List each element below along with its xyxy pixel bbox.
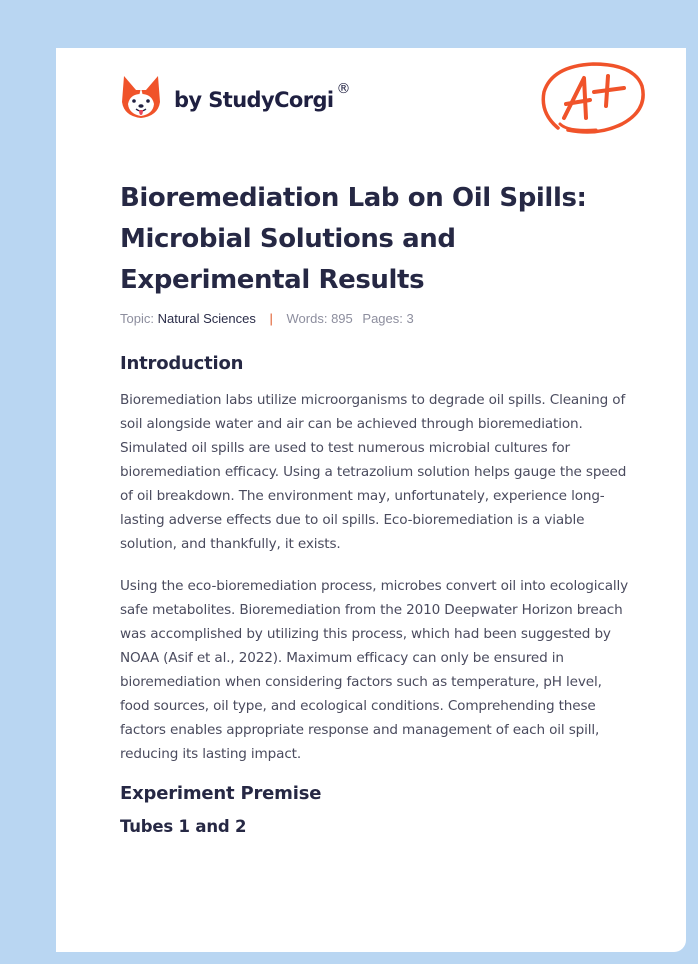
meta-separator: | — [269, 311, 273, 326]
words-label: Words: — [286, 311, 328, 326]
paragraph: Using the eco-bioremediation process, microbes convert oil into ecologically safe metabolites. Bioremediation from the 2010 Deepwater Horizon breach was accomplished by utilizing this process, which had been suggested by NOAA (Asif et al., 2022). Maximum efficacy can only be ensured in bioremediation when considering factors such as temperature, pH level, food sources, oil type, and ecological conditions. Comprehending these factors enables appropriate response and management of each oil spill, reducing its lasting impact. — [120, 578, 629, 762]
article-meta — [120, 311, 414, 326]
topic-link[interactable]: Natural Sciences — [157, 311, 256, 326]
pages-label: Pages: — [362, 311, 403, 326]
article-title: Bioremediation Lab on Oil Spills: Microbial Solutions and Experimental Results — [120, 183, 587, 295]
document-card — [56, 48, 686, 952]
studycorgi-logo[interactable] — [120, 74, 351, 120]
a-plus-grade-icon — [538, 58, 648, 140]
words-value: 895 — [331, 311, 353, 326]
registered-mark: ® — [336, 81, 351, 97]
section-heading-experiment-premise: Experiment Premise — [120, 783, 322, 804]
article-body — [120, 353, 632, 836]
logo-text: by StudyCorgi — [174, 88, 334, 112]
subsection-heading-tubes: Tubes 1 and 2 — [120, 817, 247, 836]
corgi-face-icon — [120, 74, 162, 120]
section-heading-introduction: Introduction — [120, 353, 244, 374]
paragraph: Bioremediation labs utilize microorganisms to degrade oil spills. Cleaning of soil alongside water and air can be achieved through bioremediation. Simulated oil spills are used to test numerous microbial cultures for bioremediation efficacy. Using a tetrazolium solution helps gauge the speed of oil breakdown. The environment may, unfortunately, experience long-lasting adverse effects due to oil spills. Eco-bioremediation is a viable solution, and thankfully, it exists. — [120, 392, 627, 552]
topic-label: Topic: — [120, 311, 154, 326]
pages-value: 3 — [406, 311, 414, 326]
